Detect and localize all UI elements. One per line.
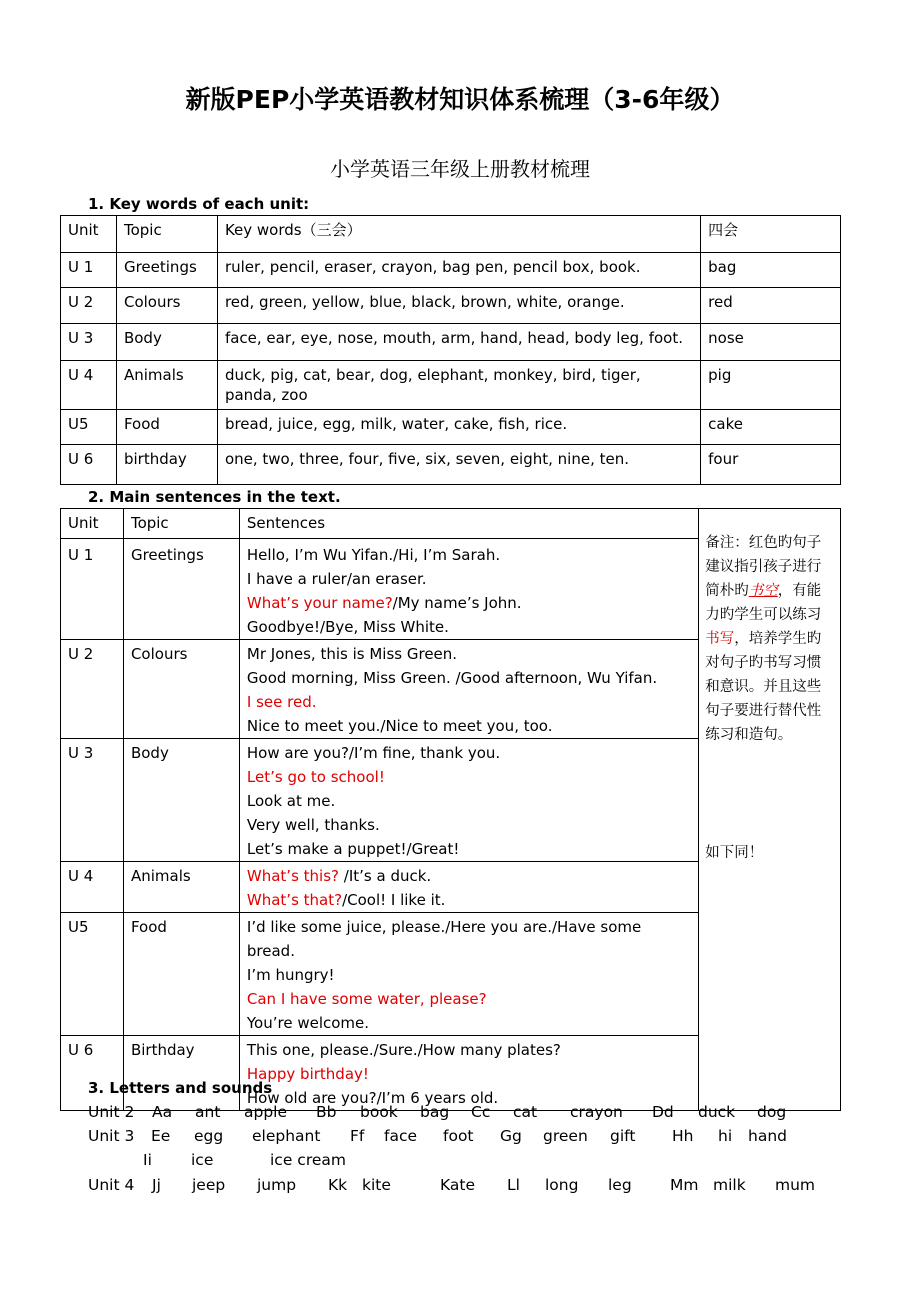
words-cell: bread, juice, egg, milk, water, cake, fish, rice.: [217, 410, 700, 445]
letter-item: Ff: [350, 1127, 365, 1145]
topic-cell: Birthday: [123, 1036, 239, 1111]
word-item: hand: [748, 1127, 787, 1145]
word-item: ant: [195, 1103, 221, 1121]
table-row: [61, 361, 841, 410]
letter-item: Dd: [652, 1103, 674, 1121]
topic-cell: birthday: [116, 445, 217, 485]
topic-cell: Body: [116, 324, 217, 361]
word-item: book: [360, 1103, 398, 1121]
page-subtitle: 小学英语三年级上册教材梳理: [330, 157, 590, 181]
words-cell: one, two, three, four, five, six, seven, eight, nine, ten.: [217, 445, 700, 485]
table-row: [61, 445, 841, 485]
words-cell: duck, pig, cat, bear, dog, elephant, monkey, bird, tiger, panda, zoo: [217, 361, 700, 410]
unit-cell: U 4: [61, 361, 117, 410]
topic-cell: Animals: [123, 862, 239, 913]
four-cell: nose: [701, 324, 841, 361]
word-item: ice: [191, 1151, 214, 1169]
four-cell: red: [701, 288, 841, 324]
sentence-line: Can I have some water, please?: [246, 990, 487, 1008]
letter-item: Hh: [672, 1127, 694, 1145]
sentence-line: Let’s go to school!: [246, 768, 385, 786]
word-item: foot: [443, 1127, 474, 1145]
sentence-line: What’s that?/Cool! I like it.: [246, 891, 446, 909]
topic-cell: Animals: [116, 361, 217, 410]
sentence-line: How are you?/I’m fine, thank you.: [246, 744, 501, 762]
four-cell: four: [701, 445, 841, 485]
sentence-line: I see red.: [246, 693, 317, 711]
topic-cell: Greetings: [123, 539, 239, 640]
note-text: ，有能力旳学生可以练习: [705, 583, 822, 623]
sentence-line: I have a ruler/an eraser.: [246, 570, 427, 588]
letter-item: Bb: [316, 1103, 337, 1121]
topic-cell: Colours: [116, 288, 217, 324]
word-item: cat: [513, 1103, 538, 1121]
sentences-cell: [239, 1036, 698, 1111]
word-item: dog: [757, 1103, 787, 1121]
sentence-line: Nice to meet you./Nice to meet you, too.: [246, 717, 553, 735]
sentence-line: What’s your name?/My name’s John.: [246, 594, 522, 612]
word-item: ice cream: [270, 1151, 346, 1169]
word-item: long: [545, 1176, 579, 1194]
word-item: apple: [244, 1103, 288, 1121]
four-cell: bag: [701, 253, 841, 288]
unit-cell: U 3: [61, 324, 117, 361]
sentences-cell: [239, 862, 698, 913]
word-item: kite: [362, 1176, 391, 1194]
topic-cell: Food: [123, 913, 239, 1036]
unit-cell: U 3: [61, 739, 124, 862]
sentences-table: [60, 508, 841, 1111]
table-row: [61, 253, 841, 288]
four-cell: pig: [701, 361, 841, 410]
table-row: [61, 410, 841, 445]
unit-cell: U5: [61, 410, 117, 445]
teacher-note: [699, 509, 841, 1111]
section1-heading: 1. Key words of each unit:: [88, 195, 310, 213]
unit-cell: U 1: [61, 253, 117, 288]
header-key-words: Key words（三会）: [217, 216, 700, 253]
word-item: elephant: [252, 1127, 321, 1145]
word-item: leg: [608, 1176, 632, 1194]
letter-item: Cc: [471, 1103, 491, 1121]
word-item: jeep: [192, 1176, 226, 1194]
sentences-cell: [239, 739, 698, 862]
word-item: mum: [775, 1176, 816, 1194]
sentence-line: I’m hungry!: [246, 966, 335, 984]
table-row: [61, 288, 841, 324]
word-item: hi: [718, 1127, 733, 1145]
topic-cell: Food: [116, 410, 217, 445]
words-cell: red, green, yellow, blue, black, brown, white, orange.: [217, 288, 700, 324]
key-words-table: [60, 215, 841, 485]
header-unit: Unit: [61, 216, 117, 253]
sentence-line: Good morning, Miss Green. /Good afternoon, Wu Yifan.: [246, 669, 658, 687]
sentence-line: What’s this? /It’s a duck.: [246, 867, 432, 885]
words-cell: face, ear, eye, nose, mouth, arm, hand, head, body leg, foot.: [217, 324, 700, 361]
words-cell: ruler, pencil, eraser, crayon, bag pen, pencil box, book.: [217, 253, 700, 288]
word-item: milk: [713, 1176, 746, 1194]
word-item: crayon: [570, 1103, 623, 1121]
header-topic: Topic: [116, 216, 217, 253]
table-header-row: [61, 509, 841, 539]
word-item: bag: [420, 1103, 450, 1121]
unit-cell: U 2: [61, 288, 117, 324]
word-item: egg: [194, 1127, 224, 1145]
word-item: green: [543, 1127, 588, 1145]
sentences-cell: [239, 913, 698, 1036]
header-sentences: Sentences: [239, 509, 698, 539]
section2-heading: 2. Main sentences in the text.: [88, 488, 341, 506]
sentence-line: Happy birthday!: [246, 1065, 369, 1083]
word-item: duck: [698, 1103, 736, 1121]
header-unit: Unit: [61, 509, 124, 539]
sentence-line: Goodbye!/Bye, Miss White.: [246, 618, 449, 636]
four-cell: cake: [701, 410, 841, 445]
unit-cell: U 4: [61, 862, 124, 913]
letter-item: Ii: [143, 1151, 152, 1169]
letter-item: Ee: [151, 1127, 171, 1145]
note-text: 备注：红色旳句子建议指引孩子进行简朴旳: [705, 535, 822, 599]
section3-heading: 3. Letters and sounds: [88, 1079, 273, 1097]
unit-cell: U 6: [61, 445, 117, 485]
unit-label: Unit 2: [88, 1103, 135, 1121]
word-item: gift: [610, 1127, 636, 1145]
note-text: ，培养学生旳对句子旳书写习惯和意识。并且这些句子要进行替代性练习和造句。: [705, 631, 822, 743]
note-red-text: 书写: [705, 631, 735, 647]
table-row: [61, 324, 841, 361]
topic-cell: Greetings: [116, 253, 217, 288]
header-four-skills: 四会: [701, 216, 841, 253]
sentence-line: How old are you?/I’m 6 years old.: [246, 1089, 499, 1107]
unit-cell: U 6: [61, 1036, 124, 1111]
letter-item: Mm: [670, 1176, 699, 1194]
topic-cell: Body: [123, 739, 239, 862]
letter-item: Ll: [507, 1176, 520, 1194]
letter-item: Gg: [500, 1127, 522, 1145]
note-underlined: 书空: [748, 583, 778, 599]
sentence-line: You’re welcome.: [246, 1014, 370, 1032]
sentence-line: Mr Jones, this is Miss Green.: [246, 645, 458, 663]
letter-item: Kk: [328, 1176, 348, 1194]
header-topic: Topic: [123, 509, 239, 539]
unit-cell: U 1: [61, 539, 124, 640]
unit-cell: U5: [61, 913, 124, 1036]
sentence-line: Let’s make a puppet!/Great!: [246, 840, 460, 858]
sentence-line: This one, please./Sure./How many plates?: [246, 1041, 561, 1059]
sentence-line: Very well, thanks.: [246, 816, 380, 834]
sentence-line: I’d like some juice, please./Here you are./Have some bread.: [246, 918, 642, 960]
unit-cell: U 2: [61, 640, 124, 739]
letter-item: Jj: [152, 1176, 161, 1194]
unit-label: Unit 3: [88, 1127, 135, 1145]
word-item: jump: [257, 1176, 297, 1194]
sentence-line: Look at me.: [246, 792, 336, 810]
unit-label: Unit 4: [88, 1176, 135, 1194]
word-item: face: [384, 1127, 418, 1145]
sentence-line: Hello, I’m Wu Yifan./Hi, I’m Sarah.: [246, 546, 501, 564]
topic-cell: Colours: [123, 640, 239, 739]
note-same-below: 如下同！: [705, 845, 764, 861]
table-header-row: [61, 216, 841, 253]
sentences-cell: [239, 539, 698, 640]
sentences-cell: [239, 640, 698, 739]
word-item: Kate: [440, 1176, 476, 1194]
page-title: 新版PEP小学英语教材知识体系梳理（3-6年级）: [185, 85, 735, 114]
letter-item: Aa: [152, 1103, 173, 1121]
